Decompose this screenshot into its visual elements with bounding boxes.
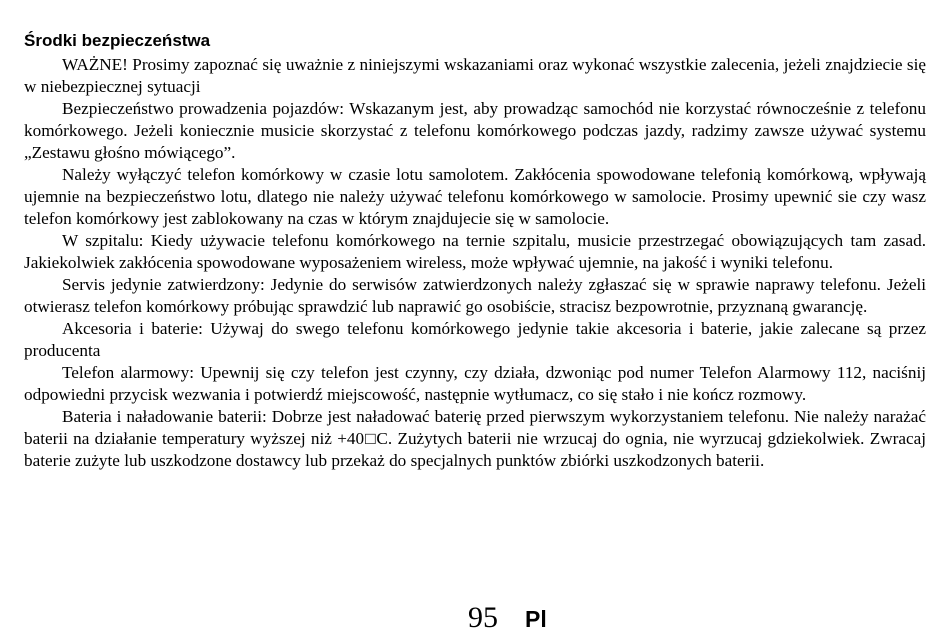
paragraph-hospital: W szpitalu: Kiedy używacie telefonu komórkowego na ternie szpitalu, musicie przestrzegać obowiązujących tam zasad. Jakiekolwiek zakłócenia spowodowane wyposażeniem wireless, może wpływać ujemnie, na jakość i wyniki telefonu.	[24, 231, 926, 272]
paragraph-emergency: Telefon alarmowy: Upewnij się czy telefon jest czynny, czy działa, dzwoniąc pod numer Telefon Alarmowy 112, naciśnij odpowiedni przycisk wezwania i potwierdź miejscowość, następnie wytłumacz, co się stało i nie kończ rozmowy.	[24, 363, 926, 404]
paragraph-driving-safety: Bezpieczeństwo prowadzenia pojazdów: Wskazanym jest, aby prowadząc samochód nie korzystać równocześnie z telefonu komórkowego. Jeżeli koniecznie musicie skorzystać z telefonu komórkowego podczas jazdy, radzimy zawsze używać systemu „Zestawu głośno mówiącego”.	[24, 99, 926, 162]
paragraph-accessories: Akcesoria i baterie: Używaj do swego telefonu komórkowego jedynie takie akcesoria i baterie, jakie zalecane są przez producenta	[24, 319, 926, 360]
page-footer	[0, 600, 950, 636]
paragraph-service: Servis jedynie zatwierdzony: Jedynie do serwisów zatwierdzonych należy zgłaszać się w sprawie naprawy telefonu. Jeżeli otwierasz telefon komórkowy próbując sprawdzić lub naprawić go osobiście, stracisz bezpowrotnie, przyznaną gwarancję.	[24, 275, 926, 316]
paragraph-airplane: Należy wyłączyć telefon komórkowy w czasie lotu samolotem. Zakłócenia spowodowane telefonią komórkową, wpływają ujemnie na bezpieczeństwo lotu, dlatego nie należy używać telefonu komórkowego w samolocie. Prosimy upewnić sie czy wasz telefon komórkowy jest zablokowany na czas w którym znajdujecie się w samolocie.	[24, 165, 926, 228]
language-code: Pl	[525, 606, 547, 632]
paragraph-important-notice: WAŻNE! Prosimy zapoznać się uważnie z niniejszymi wskazaniami oraz wykonać wszystkie zalecenia, jeżeli znajdziecie się w niebezpiecznej sytuacji	[24, 55, 926, 96]
paragraph-battery: Bateria i naładowanie baterii: Dobrze jest naładować baterię przed pierwszym wykorzystaniem telefonu. Nie należy narażać baterii na działanie temperatury wyższej niż +40□C. Zużytych baterii nie wrzucaj do ognia, nie wyrzucaj gdziekolwiek. Zwracaj baterie zużyte lub uszkodzone dostawcy lub przekaż do specjalnych punktów zbiórki uszkodzonych baterii.	[24, 407, 926, 470]
page-number: 95	[468, 601, 498, 634]
section-title: Środki bezpieczeństwa	[24, 31, 211, 50]
section-body	[24, 54, 926, 472]
document-page	[24, 30, 926, 472]
